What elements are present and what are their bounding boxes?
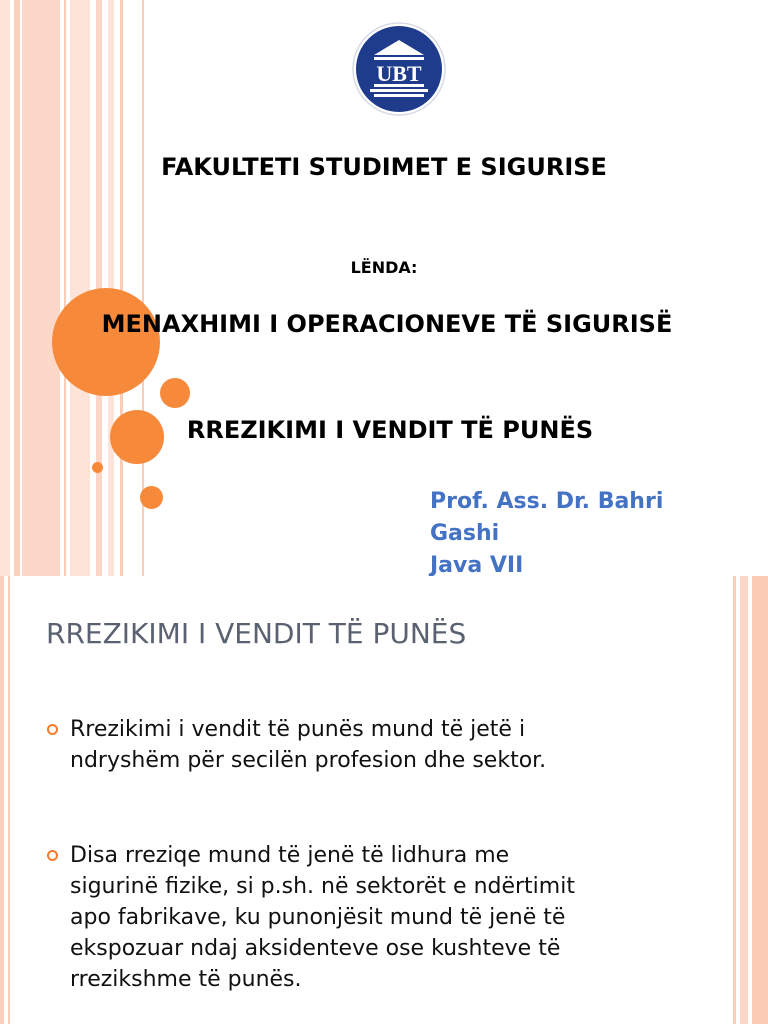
decor-circle — [140, 486, 163, 509]
decor-circle-large — [52, 288, 160, 396]
bullet-list — [46, 714, 686, 995]
slide-title: RREZIKIMI I VENDIT TË PUNËS — [46, 617, 467, 650]
week-label: Java VII — [430, 553, 524, 576]
bullet-line: Rrezikimi i vendit të punës mund të jetë i — [70, 717, 526, 742]
decor-stripe — [752, 576, 768, 1024]
decor-stripe — [14, 0, 20, 576]
decor-circle — [92, 462, 103, 473]
decor-stripe — [0, 0, 10, 576]
subject-label: LËNDA: — [350, 258, 418, 277]
bullet-ring-icon — [47, 850, 58, 861]
author-name-line-1: Prof. Ass. Dr. Bahri — [430, 489, 664, 514]
bullet-line: rrezikshme të punës. — [70, 967, 302, 992]
decor-stripe — [64, 0, 66, 576]
decor-stripe — [740, 576, 748, 1024]
ubt-logo-icon — [352, 22, 446, 116]
list-item — [46, 714, 686, 776]
bullet-line: ekspozuar ndaj aksidenteve ose kushteve të — [70, 936, 561, 961]
content-slide — [0, 576, 768, 1024]
bullet-line: apo fabrikave, ku punonjësit mund të jenë të — [70, 905, 566, 930]
bullet-ring-icon — [47, 724, 58, 735]
author-name-line-2: Gashi — [430, 521, 500, 546]
course-title: MENAXHIMI I OPERACIONEVE TË SIGURISË — [101, 310, 673, 338]
faculty-title: FAKULTETI STUDIMET E SIGURISE — [161, 153, 607, 181]
decor-stripe — [0, 576, 4, 1024]
decor-stripe — [70, 0, 90, 576]
bullet-line: Disa rreziqe mund të jenë të lidhura me — [70, 843, 510, 868]
logo-text: UBT — [376, 61, 422, 86]
bullet-line: ndryshëm për secilën profesion dhe sektor. — [70, 748, 547, 773]
decor-circle — [160, 378, 190, 408]
decor-stripe — [22, 0, 60, 576]
author-info — [430, 486, 750, 576]
decor-stripe — [733, 576, 736, 1024]
lecture-title: RREZIKIMI I VENDIT TË PUNËS — [186, 416, 594, 444]
decor-stripe — [120, 0, 123, 576]
bullet-line: sigurinë fizike, si p.sh. në sektorët e ndërtimit — [70, 874, 575, 899]
list-item — [46, 840, 686, 995]
decor-stripe — [8, 576, 10, 1024]
